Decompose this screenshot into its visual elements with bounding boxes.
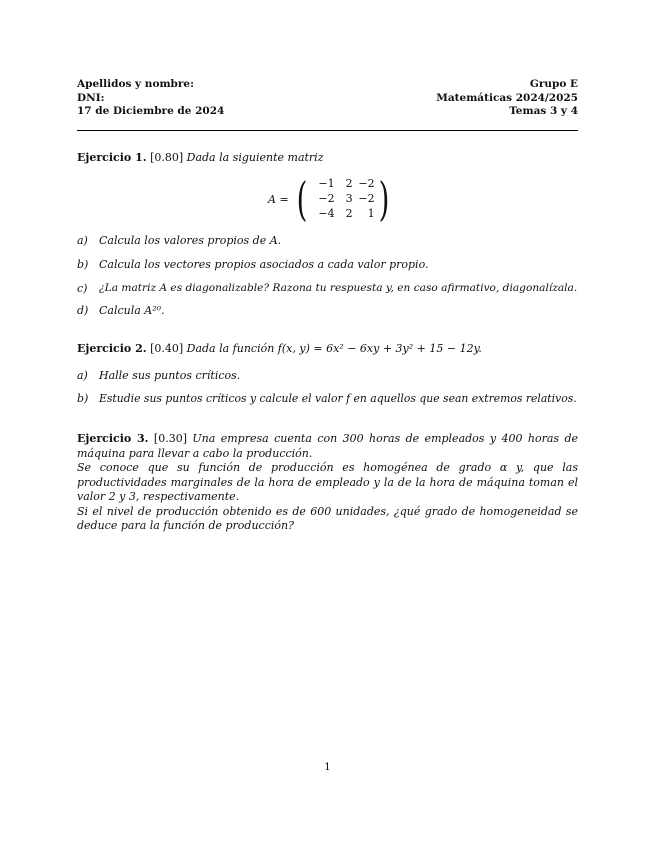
matrix-cell: −2 <box>358 177 375 190</box>
item-text: Estudie sus puntos críticos y calcule el valor f en aquellos que sean extremos relativos. <box>99 392 577 405</box>
exercise-3-p2 <box>77 461 578 505</box>
matrix-cell: −2 <box>318 192 335 205</box>
page-header <box>77 78 578 119</box>
item-label: a) <box>77 369 88 382</box>
right-paren: ) <box>378 172 389 226</box>
item-text: Calcula los vectores propios asociados a cada valor propio. <box>99 258 429 271</box>
matrix-cell: 3 <box>345 192 353 205</box>
exercise-3-p1 <box>77 432 578 461</box>
item-label: b) <box>77 392 89 405</box>
matrix-cell: −1 <box>318 177 335 190</box>
exam-date: 17 de Diciembre de 2024 <box>77 105 225 117</box>
matrix-grid <box>311 177 375 221</box>
dni-field-label: DNI: <box>77 91 105 104</box>
exercise-2-intro: Dada la función f(x, y) = 6x² − 6xy + 3y² + 15 − 12y. <box>186 342 482 355</box>
exercise-3-text-3: Si el nivel de producción obtenido es de 600 unidades, ¿qué grado de homogeneidad se deduce para la función de producción? <box>77 504 578 532</box>
left-paren: ( <box>296 172 308 226</box>
group-label: Grupo E <box>529 78 578 90</box>
exercise-3-body <box>77 432 578 534</box>
matrix-cell: 2 <box>345 177 353 190</box>
course-label: Matemáticas 2024/2025 <box>436 91 578 104</box>
exercise-3-p3 <box>77 505 578 534</box>
exercise-2-item-b <box>77 392 578 405</box>
exercise-3-title: Ejercicio 3. <box>77 432 149 445</box>
exercise-1-item-a <box>77 234 578 247</box>
exercise-2-points: [0.40] <box>150 342 184 355</box>
matrix-cell: 2 <box>345 207 353 220</box>
item-label: c) <box>77 282 88 295</box>
item-text: ¿La matriz A es diagonalizable? Razona tu respuesta y, en caso afirmativo, diagonalízala. <box>99 282 578 294</box>
matrix-cell: 1 <box>367 207 375 220</box>
matrix-cell: −2 <box>358 192 375 205</box>
exercise-2-heading <box>77 342 578 357</box>
exercise-1-intro: Dada la siguiente matriz <box>186 151 324 164</box>
exercise-2-title: Ejercicio 2. <box>77 342 147 355</box>
item-text: Halle sus puntos críticos. <box>99 369 241 382</box>
exercise-1-points: [0.80] <box>150 151 184 164</box>
item-text: Calcula los valores propios de A. <box>99 234 282 247</box>
matrix-cell: −4 <box>318 207 335 220</box>
exercise-2-item-a <box>77 369 578 382</box>
item-text: Calcula A²⁰. <box>99 304 165 317</box>
exercise-3-points: [0.30] <box>153 432 187 445</box>
header-divider <box>77 130 578 131</box>
exercise-3-text-1: Una empresa cuenta con 300 horas de empleados y 400 horas de máquina para llevar a cabo la producción. <box>77 432 579 460</box>
exercise-1-title: Ejercicio 1. <box>77 151 147 164</box>
name-field-label: Apellidos y nombre: <box>77 78 194 90</box>
exercise-1-heading <box>77 151 578 166</box>
exercise-1-item-c <box>77 282 578 295</box>
exercise-1-item-b <box>77 258 578 271</box>
exercise-3-text-2: Se conoce que su función de producción es homogénea de grado α y, que las productividades marginales de la hora de empleado y la de la hora de máquina toman el valor 2 y 3, respectivamente. <box>77 461 578 503</box>
matrix-label: A = <box>268 192 289 206</box>
matrix-a <box>268 172 393 226</box>
exercise-1-item-d <box>77 304 578 317</box>
topics-label: Temas 3 y 4 <box>509 105 578 117</box>
item-label: b) <box>77 258 89 271</box>
page-number: 1 <box>324 761 331 773</box>
item-label: d) <box>77 304 89 317</box>
item-label: a) <box>77 234 88 247</box>
